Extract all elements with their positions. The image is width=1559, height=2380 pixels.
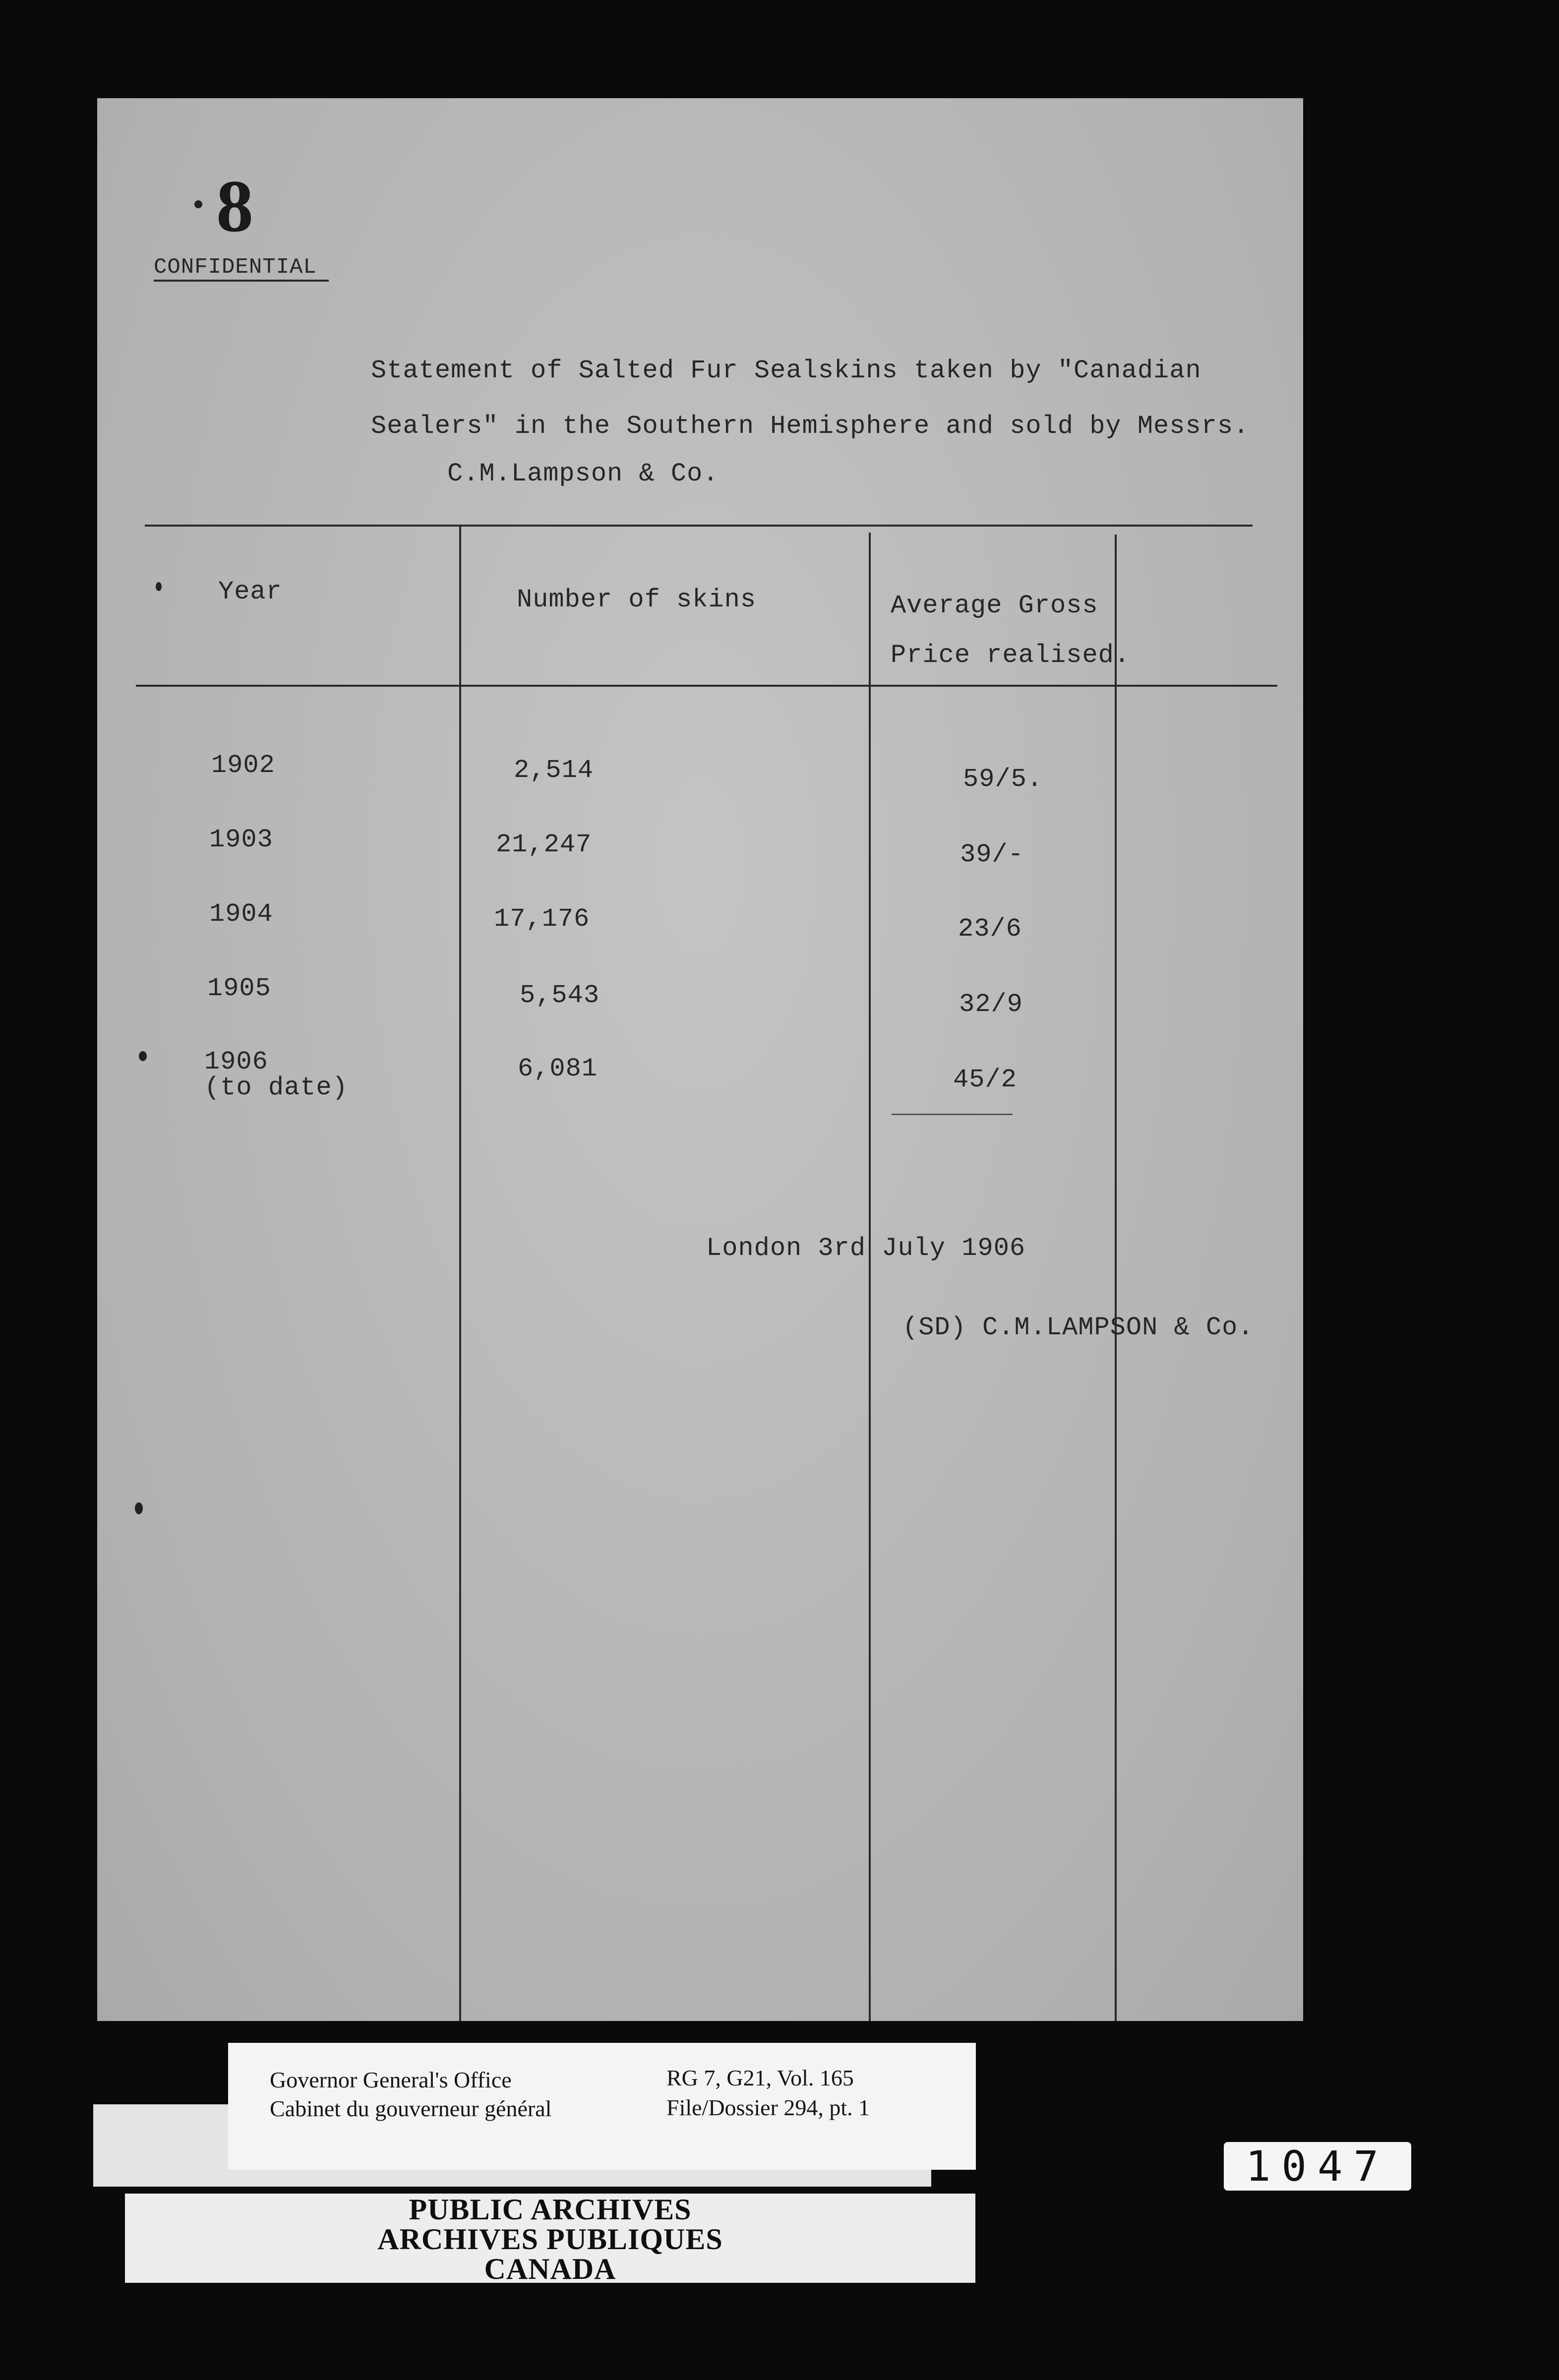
row-1906-year: 1906 — [204, 1047, 268, 1076]
ink-speck — [135, 1502, 143, 1514]
row-1903-year: 1903 — [209, 825, 273, 854]
ink-speck — [156, 582, 162, 591]
price-underline — [892, 1114, 1013, 1115]
title-line-3: C.M.Lampson & Co. — [447, 459, 719, 488]
column-divider-3 — [1115, 535, 1117, 2021]
signature: (SD) C.M.LAMPSON & Co. — [902, 1313, 1254, 1342]
row-1905-number: 5,543 — [520, 981, 600, 1010]
table-top-rule — [145, 525, 1253, 527]
row-1903-number: 21,247 — [496, 830, 592, 859]
frame-number: 1047 — [1224, 2142, 1411, 2191]
column-divider-2 — [869, 533, 871, 2021]
row-1906-price: 45/2 — [953, 1065, 1017, 1094]
office-english: Governor General's Office — [270, 2067, 512, 2092]
stamp-line-2: ARCHIVES PUBLIQUES — [377, 2223, 723, 2256]
stamp-line-3: CANADA — [484, 2253, 616, 2285]
public-archives-stamp — [125, 2194, 975, 2283]
classification-label: CONFIDENTIAL — [154, 255, 329, 282]
column-divider-1 — [459, 525, 461, 2021]
row-1902-price: 59/5. — [963, 765, 1043, 794]
archive-reference-label — [228, 2043, 976, 2170]
header-year: Year — [218, 577, 282, 606]
row-1904-year: 1904 — [209, 899, 273, 929]
table-header-rule — [136, 685, 1277, 687]
header-number-of-skins: Number of skins — [517, 585, 757, 614]
title-line-1: Statement of Salted Fur Sealskins taken by "Canadian — [371, 356, 1201, 385]
stamp-line-1: PUBLIC ARCHIVES — [409, 2193, 692, 2226]
row-1904-price: 23/6 — [958, 914, 1022, 944]
record-group-reference: RG 7, G21, Vol. 165 — [666, 2065, 854, 2090]
row-1906-number: 6,081 — [518, 1054, 598, 1083]
file-reference: File/Dossier 294, pt. 1 — [666, 2095, 870, 2120]
row-1906-note: (to date) — [204, 1073, 348, 1102]
page-number: 8 — [216, 165, 253, 247]
row-1905-year: 1905 — [207, 974, 271, 1003]
office-french: Cabinet du gouverneur général — [270, 2096, 552, 2121]
document-page — [97, 98, 1303, 2021]
ink-speck — [139, 1051, 147, 1061]
row-1902-number: 2,514 — [514, 756, 594, 785]
row-1905-price: 32/9 — [959, 990, 1023, 1019]
ink-speck — [194, 200, 202, 208]
header-price-line-2: Price realised. — [891, 641, 1131, 670]
title-line-2: Sealers" in the Southern Hemisphere and sold by Messrs. — [371, 412, 1250, 441]
place-and-date: London 3rd July 1906 — [706, 1234, 1026, 1263]
row-1902-year: 1902 — [211, 751, 275, 780]
row-1904-number: 17,176 — [494, 904, 590, 934]
header-price-line-1: Average Gross — [891, 591, 1098, 620]
row-1903-price: 39/- — [960, 840, 1024, 869]
